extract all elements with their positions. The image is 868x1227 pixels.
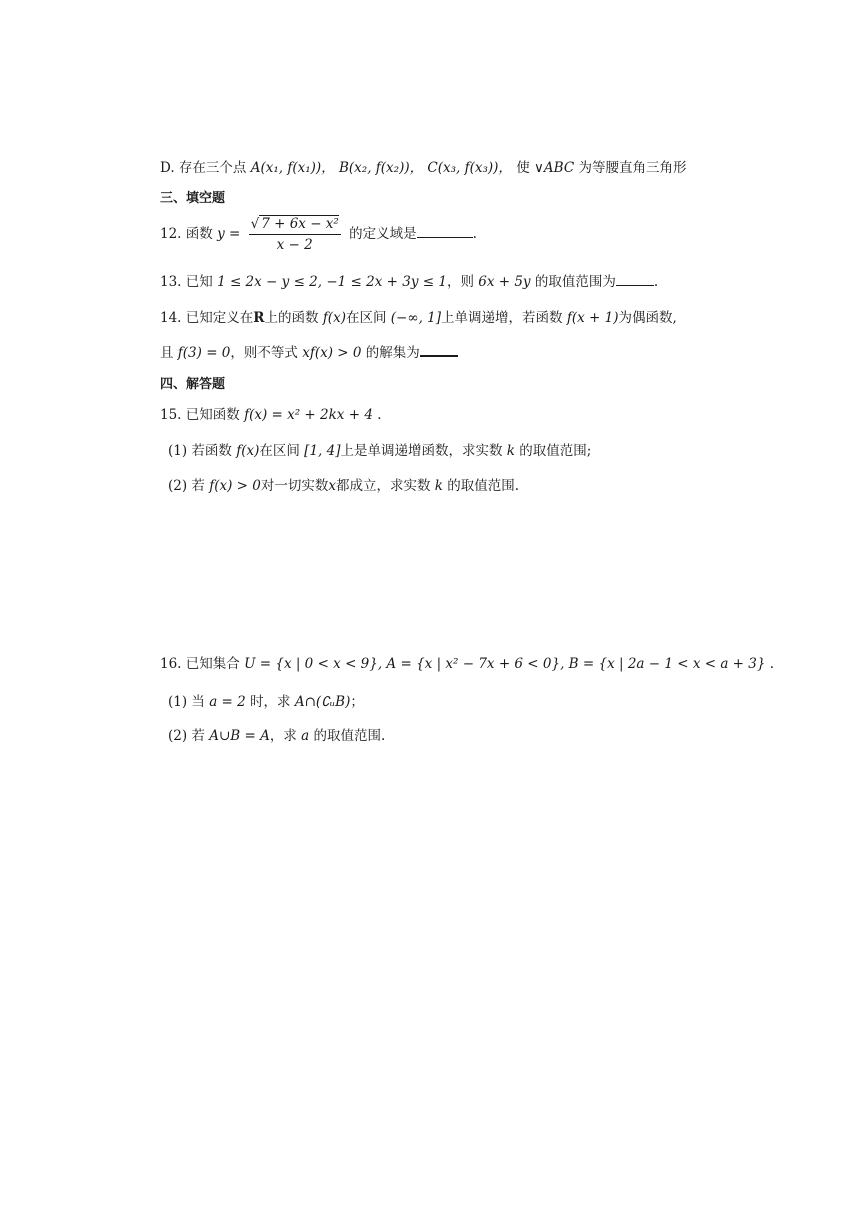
- q16-part2-label: (2): [168, 728, 188, 744]
- q13-condition: 1 ≤ 2x − y ≤ 2, −1 ≤ 2x + 3y ≤ 1: [217, 274, 447, 290]
- q15-part1-a: 若函数: [191, 443, 232, 459]
- q12-lead: 函数: [185, 226, 213, 242]
- question-15: [160, 403, 382, 423]
- q14-answer-blank[interactable]: [420, 343, 458, 357]
- q14-mid2: 在区间: [345, 310, 387, 326]
- q13-expr: 6x + 5y: [478, 274, 531, 290]
- q13-answer-blank[interactable]: [616, 273, 654, 286]
- question-15-part-1: [168, 439, 591, 459]
- q12-numerator: [249, 216, 341, 235]
- q16-end: .: [769, 656, 775, 672]
- question-16-part-2: [168, 724, 385, 744]
- option-d-suffix-pre: 使: [516, 160, 530, 176]
- option-d-prefix: D. 存在三个点: [160, 160, 247, 176]
- q14-mid1: 上的函数: [264, 310, 319, 326]
- q14-line2-tail: 的解集为: [365, 345, 420, 361]
- question-13: [160, 270, 658, 290]
- q15-part2-ineq: f(x) > 0: [209, 478, 261, 494]
- q15-part2-x: x: [328, 478, 336, 494]
- q15-part1-d: 的取值范围;: [519, 443, 592, 459]
- q16-part1-end: ；: [350, 694, 364, 710]
- q15-part2-k: k: [434, 478, 443, 494]
- question-15-part-2: [168, 474, 519, 494]
- q13-mid: ，则: [446, 274, 474, 290]
- q14-ineq: xf(x) > 0: [302, 345, 362, 361]
- q12-denominator: x − 2: [276, 237, 313, 253]
- q14-lead: 已知定义在: [185, 310, 254, 326]
- q12-y-eq: y =: [217, 226, 241, 242]
- q14-f: f(x): [322, 310, 346, 326]
- q16-part1-a: 当: [191, 694, 205, 710]
- q15-part2-b: 对一切实数: [260, 478, 329, 494]
- question-14: [160, 306, 677, 326]
- point-a: A(x₁, f(x₁))，: [250, 160, 335, 176]
- q15-number: 15.: [160, 407, 182, 423]
- q16-part2-b: ，求: [269, 728, 297, 744]
- q15-part1-f: f(x): [236, 443, 260, 459]
- q15-lead: 已知函数: [185, 407, 240, 423]
- q16-part2-a: 若: [191, 728, 205, 744]
- q16-sets: U = {x | 0 < x < 9}, A = {x | x² − 7x + 6 < 0}, B = {x | 2a − 1 < x < a + 3}: [244, 656, 766, 672]
- q16-part2-c: 的取值范围.: [313, 728, 386, 744]
- section-fill-heading: 三、填空题: [160, 191, 226, 206]
- q16-part2-var: a: [301, 728, 310, 744]
- question-16: [160, 652, 774, 672]
- q13-tail: 的取值范围为: [534, 274, 616, 290]
- q15-part1-b: 在区间: [259, 443, 300, 459]
- q14-interval: (−∞, 1]: [390, 310, 442, 326]
- sqrt-sign: √: [250, 216, 260, 232]
- question-12: [160, 216, 477, 253]
- q16-lead: 已知集合: [185, 656, 240, 672]
- q15-part1-k: k: [506, 443, 515, 459]
- q14-shifted: f(x + 1): [566, 310, 619, 326]
- q12-fraction: [249, 216, 341, 253]
- q15-part1-interval: [1, 4]: [304, 443, 341, 459]
- q12-radicand: 7 + 6x − x²: [261, 216, 339, 232]
- q12-number: 12.: [160, 226, 182, 242]
- point-b: B(x₂, f(x₂))，: [338, 160, 424, 176]
- q12-answer-blank[interactable]: [417, 225, 473, 238]
- option-d-suffix-post: 为等腰直角三角形: [578, 160, 687, 176]
- q16-part1-cond: a = 2: [209, 694, 246, 710]
- q16-part1-expr: A∩(∁ᵤB): [294, 694, 351, 710]
- q15-part2-a: 若: [191, 478, 205, 494]
- q15-part1-label: (1): [168, 443, 188, 459]
- q12-end: .: [472, 226, 477, 242]
- q15-part2-label: (2): [168, 478, 188, 494]
- q15-end: .: [377, 407, 382, 423]
- q16-part1-label: (1): [168, 694, 188, 710]
- q13-number: 13.: [160, 274, 182, 290]
- q16-part2-cond: A∪B = A: [209, 728, 270, 744]
- q16-part1-b: 时，求: [250, 694, 291, 710]
- question-16-part-1: [168, 690, 364, 710]
- q15-part2-d: 的取值范围.: [447, 478, 520, 494]
- option-d-line: [160, 156, 686, 176]
- q13-lead: 已知: [185, 274, 213, 290]
- point-c: C(x₃, f(x₃))，: [427, 160, 512, 176]
- q14-line2-mid: ，则不等式: [230, 345, 298, 361]
- q14-line2-lead: 且: [160, 345, 174, 361]
- q15-part1-c: 上是单调递增函数，求实数: [340, 443, 503, 459]
- q15-func: f(x) = x² + 2kx + 4: [244, 407, 373, 423]
- section-solve-heading: 四、解答题: [160, 377, 226, 392]
- question-14-line-2: [160, 341, 458, 361]
- q14-number: 14.: [160, 310, 182, 326]
- triangle-label: ∨ABC: [534, 160, 575, 176]
- q15-part2-c: 都成立，求实数: [335, 478, 431, 494]
- q12-tail: 的定义域是: [349, 226, 417, 242]
- q14-mid4: 为偶函数,: [618, 310, 677, 326]
- q16-number: 16.: [160, 656, 182, 672]
- q14-cond: f(3) = 0: [177, 345, 231, 361]
- q13-end: .: [653, 274, 659, 290]
- q14-domain: R: [253, 310, 265, 326]
- q14-mid3: 上单调递增，若函数: [441, 310, 563, 326]
